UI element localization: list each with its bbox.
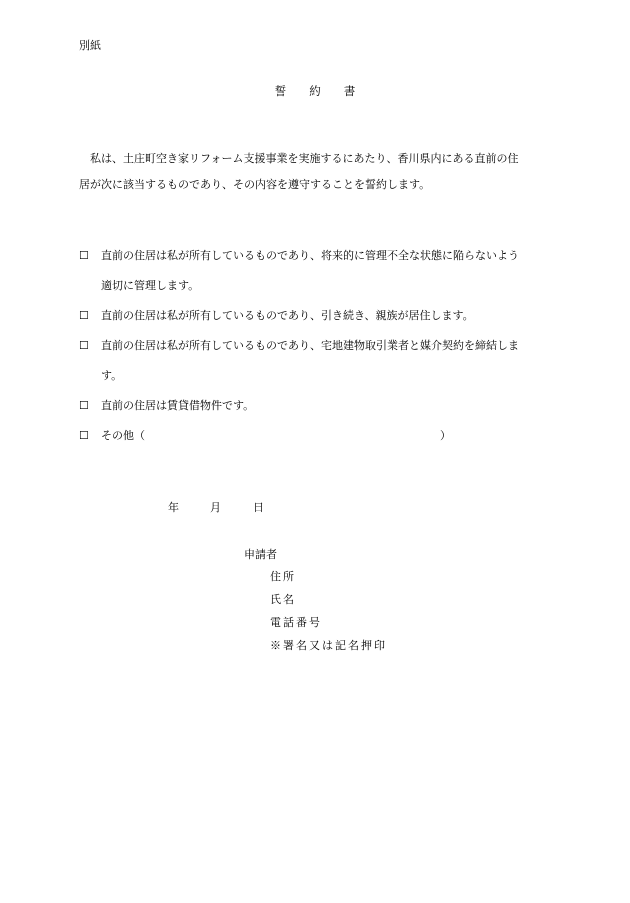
option-3-continuation: す。 <box>101 369 123 382</box>
intro-line-1: 私は、土庄町空き家リフォーム支援事業を実施するにあたり、香川県内にある直前の住 <box>79 152 519 165</box>
option-2-text: 直前の住居は私が所有しているものであり、引き続き、親族が居住します。 <box>101 309 474 322</box>
option-1 <box>79 247 519 263</box>
attachment-label: 別紙 <box>79 39 101 52</box>
document-title: 誓 約 書 <box>274 84 356 98</box>
option-1-text: 直前の住居は私が所有しているものであり、将来的に管理不全な状態に陥らないよう <box>101 249 519 262</box>
option-4-text: 直前の住居は賃貸借物件です。 <box>101 399 255 412</box>
phone-label: 電話番号 <box>270 616 322 629</box>
checkbox-option-2[interactable]: ☐ <box>79 309 89 322</box>
checkbox-option-4[interactable]: ☐ <box>79 399 89 412</box>
applicant-label: 申請者 <box>244 548 277 561</box>
name-label: 氏名 <box>270 593 296 606</box>
address-label: 住所 <box>270 570 296 583</box>
option-4 <box>79 397 254 413</box>
option-3 <box>79 337 519 353</box>
option-5-other-input[interactable] <box>150 427 438 441</box>
date-month-label: 月 <box>210 501 221 514</box>
date-year-label: 年 <box>168 501 179 514</box>
checkbox-option-3[interactable]: ☐ <box>79 339 89 352</box>
checkbox-option-1[interactable]: ☐ <box>79 249 89 262</box>
option-1-continuation: 適切に管理します。 <box>101 279 200 292</box>
option-5-text: その他（ <box>101 429 145 442</box>
signature-note: ※署名又は記名押印 <box>270 639 387 652</box>
option-5-closing-paren: ） <box>440 429 451 442</box>
checkbox-option-5[interactable]: ☐ <box>79 429 89 442</box>
intro-line-2: 居が次に該当するものであり、その内容を遵守することを誓約します。 <box>79 178 431 191</box>
option-2 <box>79 307 474 323</box>
option-3-text: 直前の住居は私が所有しているものであり、宅地建物取引業者と媒介契約を締結しま <box>101 339 519 352</box>
date-day-label: 日 <box>253 501 264 514</box>
option-5 <box>79 427 145 443</box>
